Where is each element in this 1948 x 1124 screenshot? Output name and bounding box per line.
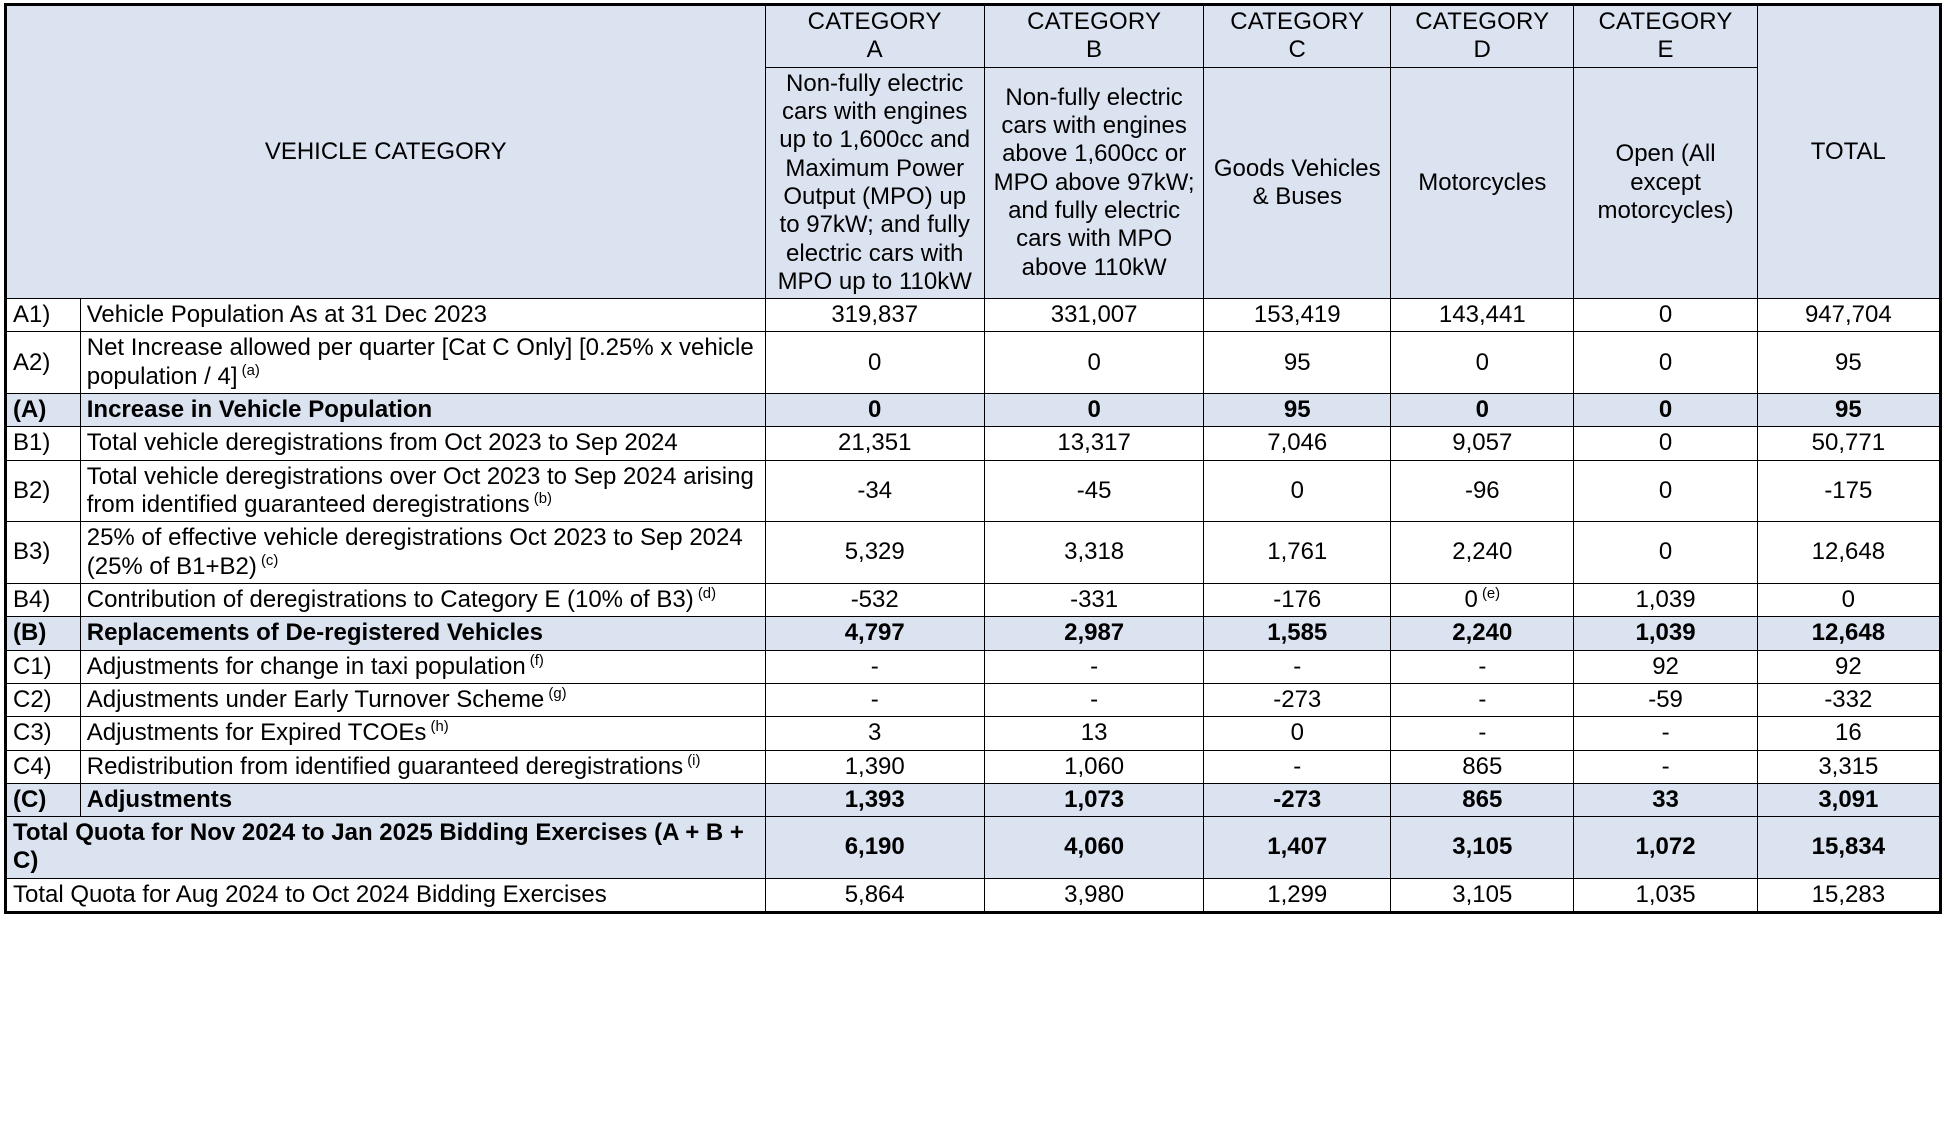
footnote-marker: (i) [683,752,701,769]
row-value-col-2: -331 [984,583,1203,616]
row-value-col-2: - [984,683,1203,716]
row-value-col-6: 3,315 [1757,750,1940,783]
row-value-col-4: 2,240 [1391,617,1574,650]
row-value-col-6: -175 [1757,460,1940,522]
row-value-col-4: 865 [1391,750,1574,783]
row-value-col-1: - [765,650,984,683]
table-row [6,750,1941,783]
row-value-col-6: -332 [1757,683,1940,716]
row-label: Adjustments [80,783,765,816]
row-value-col-1: -34 [765,460,984,522]
table-row [6,332,1941,394]
coe-quota-table [4,3,1942,914]
row-value-col-2: 2,987 [984,617,1203,650]
row-code: B4) [6,583,81,616]
header-category-e-name [1574,5,1757,68]
row-value-col-5: 1,039 [1574,583,1757,616]
row-value-col-4: 9,057 [1391,427,1574,460]
row-value-col-6: 16 [1757,717,1940,750]
row-label: Net Increase allowed per quarter [Cat C Only] [0.25% x vehicle population / 4] $^{(a)}$ [80,332,765,394]
header-category-b-name-line2: B [1086,36,1103,64]
row-value-col-4: 2,240 [1391,522,1574,584]
row-value-col-2: 0 [984,394,1203,427]
row-code: A1) [6,299,81,332]
row-value-col-5: 0 [1574,460,1757,522]
row-label: Total vehicle deregistrations from Oct 2023 to Sep 2024 [80,427,765,460]
row-value-col-4: 865 [1391,783,1574,816]
footnote-marker: (f) [525,652,544,669]
row-value-col-1: 5,329 [765,522,984,584]
row-value-col-1: 0 [765,332,984,394]
row-value-col-3: 1,585 [1204,617,1391,650]
header-total: TOTAL [1757,5,1940,299]
row-value-col-1: 3 [765,717,984,750]
row-value-col-5: 33 [1574,783,1757,816]
table-row [6,650,1941,683]
table-row [6,583,1941,616]
header-category-e-name-line2: E [1657,36,1674,64]
row-value-col-5: 92 [1574,650,1757,683]
summary-value-col-4: 3,105 [1391,817,1574,879]
row-label: Contribution of deregistrations to Category E (10% of B3) $^{(d)}$ [80,583,765,616]
summary-row-label: Total Quota for Nov 2024 to Jan 2025 Bidding Exercises (A + B + C) [6,817,766,879]
row-value-col-1: 319,837 [765,299,984,332]
row-value-col-5: 1,039 [1574,617,1757,650]
header-category-a-name [765,5,984,68]
row-label: 25% of effective vehicle deregistrations Oct 2023 to Sep 2024 (25% of B1+B2) $^{(c)}$ [80,522,765,584]
header-category-c-name [1204,5,1391,68]
summary-value-col-1: 5,864 [765,878,984,912]
row-value-col-2: 331,007 [984,299,1203,332]
summary-value-col-3: 1,299 [1204,878,1391,912]
summary-value-col-5: 1,072 [1574,817,1757,879]
row-value-col-1: 1,393 [765,783,984,816]
header-category-d-name-line1: CATEGORY [1415,8,1550,35]
row-value-col-3: 0 [1204,717,1391,750]
row-value-col-6: 95 [1757,394,1940,427]
row-code: (A) [6,394,81,427]
row-value-col-3: - [1204,750,1391,783]
row-label: Total vehicle deregistrations over Oct 2023 to Sep 2024 arising from identified guaranteed deregistrations $^{(b)}$ [80,460,765,522]
summary-value-col-1: 6,190 [765,817,984,879]
row-label: Adjustments for change in taxi population $^{(f)}$ [80,650,765,683]
table-body [6,299,1941,913]
row-label: Redistribution from identified guaranteed deregistrations $^{(i)}$ [80,750,765,783]
table-row [6,783,1941,816]
row-value-col-1: - [765,683,984,716]
table-row [6,427,1941,460]
table-row [6,299,1941,332]
summary-row [6,878,1941,912]
row-label: Adjustments for Expired TCOEs $^{(h)}$ [80,717,765,750]
row-label: Increase in Vehicle Population [80,394,765,427]
header-category-b-name-line1: CATEGORY [1027,8,1162,35]
row-value-col-3: 153,419 [1204,299,1391,332]
summary-value-col-4: 3,105 [1391,878,1574,912]
summary-row [6,817,1941,879]
table-row [6,617,1941,650]
row-value-col-2: 3,318 [984,522,1203,584]
row-code: B1) [6,427,81,460]
row-value-col-4: 0 $^{(e)}$ [1391,583,1574,616]
summary-value-col-2: 3,980 [984,878,1203,912]
table-row [6,394,1941,427]
row-code: B2) [6,460,81,522]
table-row [6,522,1941,584]
row-value-col-5: 0 [1574,299,1757,332]
row-value-col-3: 95 [1204,394,1391,427]
row-value-col-3: -176 [1204,583,1391,616]
row-value-col-6: 0 [1757,583,1940,616]
row-value-col-1: 1,390 [765,750,984,783]
row-value-col-3: 0 [1204,460,1391,522]
table-row [6,683,1941,716]
row-value-col-5: 0 [1574,427,1757,460]
row-value-col-2: 13,317 [984,427,1203,460]
summary-value-col-6: 15,283 [1757,878,1940,912]
row-code: (C) [6,783,81,816]
row-value-col-5: 0 [1574,394,1757,427]
row-value-col-4: - [1391,650,1574,683]
header-category-d-name [1391,5,1574,68]
header-vehicle-category: VEHICLE CATEGORY [6,5,766,299]
row-value-col-2: - [984,650,1203,683]
row-value-col-6: 12,648 [1757,617,1940,650]
header-category-c-name-line1: CATEGORY [1230,8,1365,35]
row-value-col-6: 95 [1757,332,1940,394]
table-row [6,717,1941,750]
header-category-b-name [984,5,1203,68]
header-category-a-name-line2: A [866,36,883,64]
row-label: Adjustments under Early Turnover Scheme $^{(g)}$ [80,683,765,716]
row-value-col-4: - [1391,683,1574,716]
row-value-col-4: 0 [1391,394,1574,427]
row-value-col-4: 143,441 [1391,299,1574,332]
header-category-d-description: Motorcycles [1391,67,1574,299]
table-header [6,5,1941,299]
row-value-col-2: 0 [984,332,1203,394]
row-code: (B) [6,617,81,650]
row-value-col-2: -45 [984,460,1203,522]
table-row [6,460,1941,522]
row-value-col-4: -96 [1391,460,1574,522]
summary-value-col-2: 4,060 [984,817,1203,879]
row-value-col-5: - [1574,717,1757,750]
row-value-col-3: 7,046 [1204,427,1391,460]
summary-value-col-6: 15,834 [1757,817,1940,879]
summary-value-col-3: 1,407 [1204,817,1391,879]
row-code: A2) [6,332,81,394]
header-category-a-name-line1: CATEGORY [807,8,942,35]
summary-value-col-5: 1,035 [1574,878,1757,912]
footnote-marker: (b) [529,491,552,507]
header-category-c-name-line2: C [1288,36,1307,64]
header-row-category-names [6,5,1941,68]
header-category-c-description: Goods Vehicles & Buses [1204,67,1391,299]
summary-row-label: Total Quota for Aug 2024 to Oct 2024 Bidding Exercises [6,878,766,912]
row-code: B3) [6,522,81,584]
row-value-col-6: 12,648 [1757,522,1940,584]
footnote-marker: (h) [426,719,449,736]
row-code: C3) [6,717,81,750]
footnote-marker: (c) [256,552,279,569]
row-label: Vehicle Population As at 31 Dec 2023 [80,299,765,332]
footnote-marker: (e) [1477,585,1501,602]
row-value-col-2: 13 [984,717,1203,750]
row-value-col-6: 947,704 [1757,299,1940,332]
row-value-col-1: -532 [765,583,984,616]
row-code: C2) [6,683,81,716]
row-code: C4) [6,750,81,783]
row-value-col-3: 1,761 [1204,522,1391,584]
header-category-b-description: Non-fully electric cars with engines above 1,600cc or MPO above 97kW; and fully electric cars with MPO above 110kW [984,67,1203,299]
row-value-col-2: 1,060 [984,750,1203,783]
row-value-col-5: 0 [1574,522,1757,584]
row-value-col-4: 0 [1391,332,1574,394]
row-label: Replacements of De-registered Vehicles [80,617,765,650]
footnote-marker: (a) [237,362,260,379]
row-value-col-1: 4,797 [765,617,984,650]
row-code: C1) [6,650,81,683]
row-value-col-6: 92 [1757,650,1940,683]
header-category-a-description: Non-fully electric cars with engines up to 1,600cc and Maximum Power Output (MPO) up to 97kW; and fully electric cars with MPO up to 110kW [765,67,984,299]
row-value-col-3: -273 [1204,783,1391,816]
row-value-col-1: 0 [765,394,984,427]
footnote-marker: (g) [544,685,567,702]
footnote-marker: (d) [693,585,717,602]
row-value-col-6: 3,091 [1757,783,1940,816]
header-category-e-description: Open (All except motorcycles) [1574,67,1757,299]
row-value-col-5: 0 [1574,332,1757,394]
header-category-d-name-line2: D [1473,36,1492,64]
row-value-col-2: 1,073 [984,783,1203,816]
header-category-e-name-line1: CATEGORY [1598,8,1733,35]
row-value-col-3: -273 [1204,683,1391,716]
row-value-col-5: - [1574,750,1757,783]
row-value-col-1: 21,351 [765,427,984,460]
row-value-col-4: - [1391,717,1574,750]
row-value-col-5: -59 [1574,683,1757,716]
row-value-col-3: 95 [1204,332,1391,394]
row-value-col-3: - [1204,650,1391,683]
row-value-col-6: 50,771 [1757,427,1940,460]
